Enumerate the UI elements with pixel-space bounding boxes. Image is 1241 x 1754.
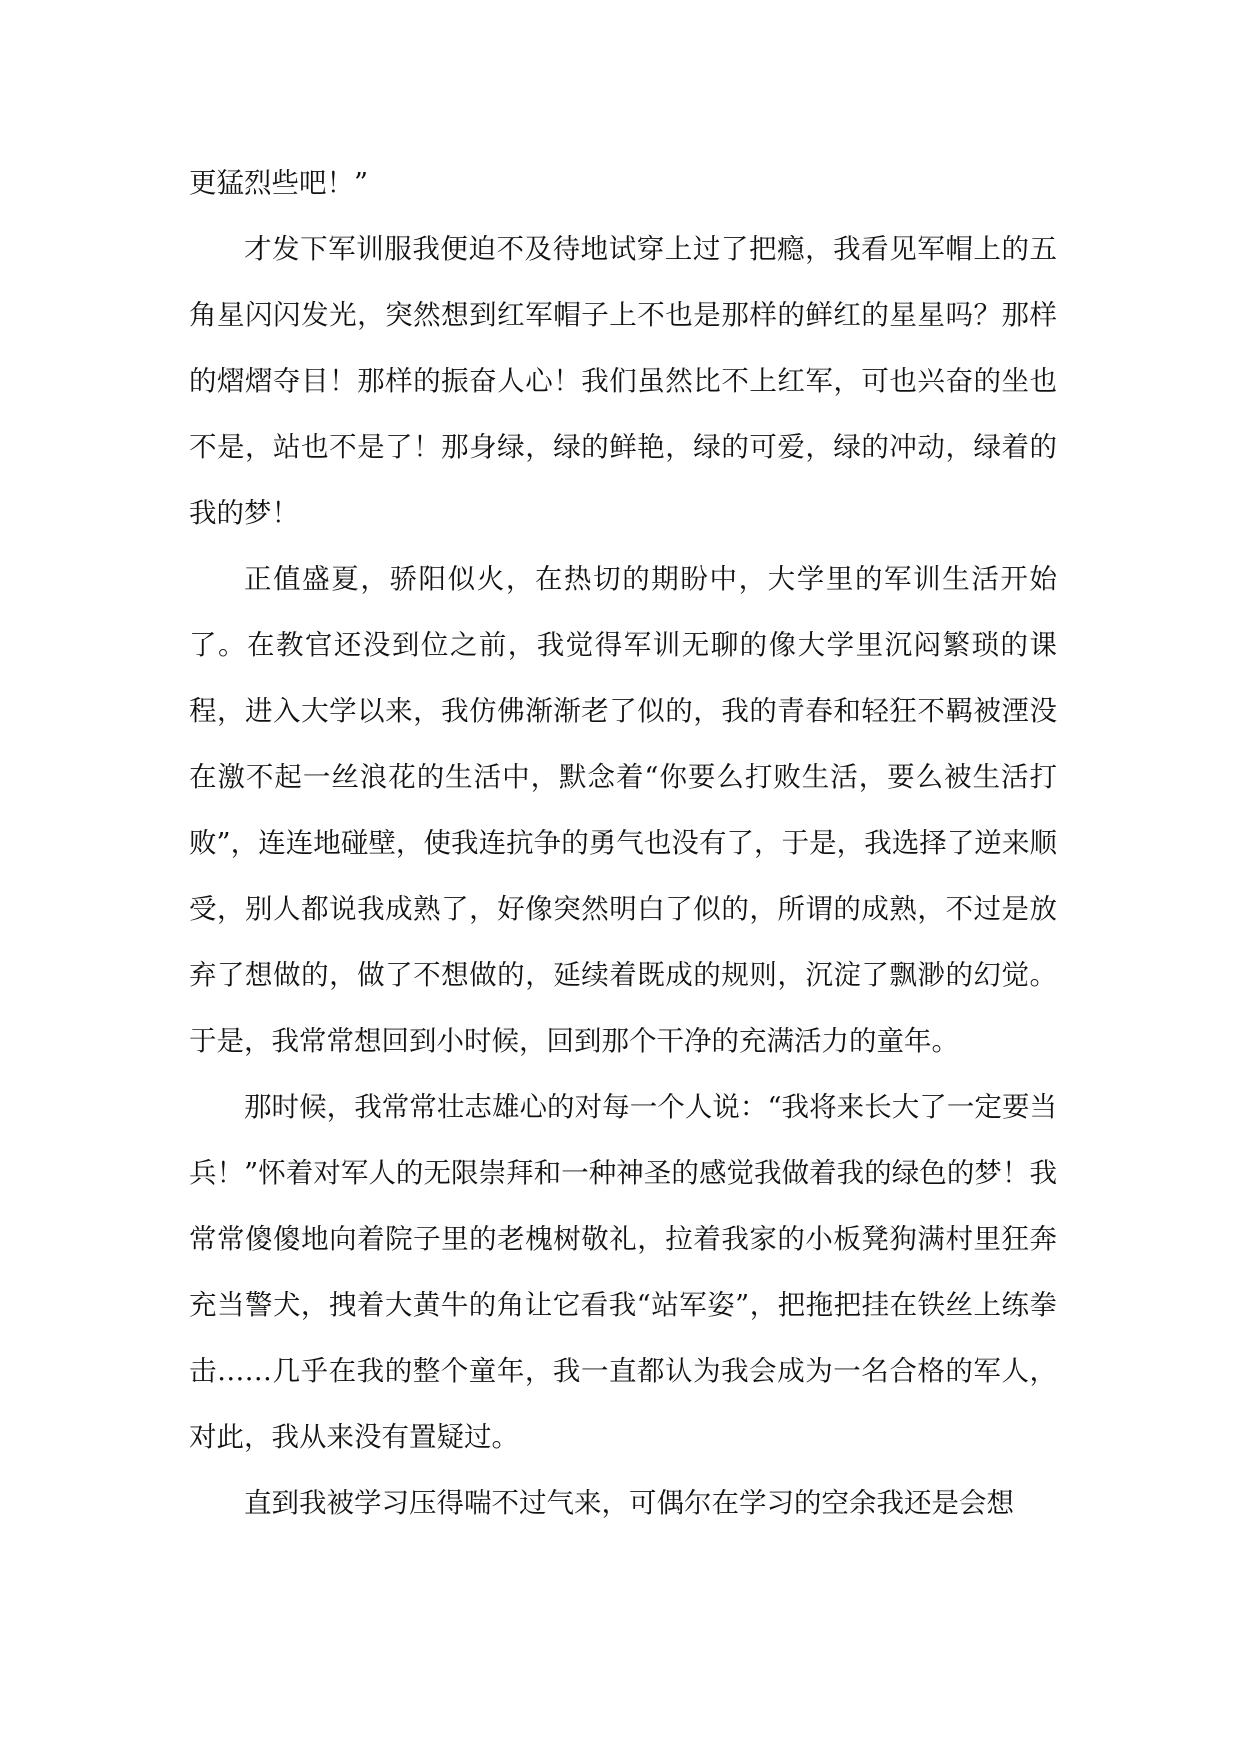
paragraph-summer-training: 正值盛夏，骄阳似火，在热切的期盼中，大学里的军训生活开始了。在教官还没到位之前，我觉得军训无聊的像大学里沉闷繁琐的课程，进入大学以来，我仿佛渐渐老了似的，我的青春和轻狂不羁被湮没在激不起一丝浪花的生活中，默念着“你要么打败生活，要么被生活打败”，连连地碰壁，使我连抗争的勇气也没有了，于是，我选择了逆来顺受，别人都说我成熟了，好像突然明白了似的，所谓的成熟，不过是放弃了想做的，做了不想做的，延续着既成的规则，沉淀了飘渺的幻觉。于是，我常常想回到小时候，回到那个干净的充满活力的童年。 <box>189 563 1057 1057</box>
paragraph-continuation: 更猛烈些吧！” <box>189 167 369 199</box>
paragraph-childhood: 那时候，我常常壮志雄心的对每一个人说：“我将来长大了一定要当兵！”怀着对军人的无限崇拜和一种神圣的感觉我做着我的绿色的梦！我常常傻傻地向着院子里的老槐树敬礼，拉着我家的小板凳狗满村里狂奔充当警犬，拽着大黄牛的角让它看我“站军姿”，把拖把挂在铁丝上练拳击……几乎在我的整个童年，我一直都认为我会成为一名合格的军人，对此，我从来没有置疑过。 <box>189 1091 1057 1453</box>
document-body <box>189 150 1057 1536</box>
paragraph-study-pressure: 直到我被学习压得喘不过气来，可偶尔在学习的空余我还是会想 <box>244 1487 1014 1519</box>
paragraph-uniform: 才发下军训服我便迫不及待地试穿上过了把瘾，我看见军帽上的五角星闪闪发光，突然想到红军帽子上不也是那样的鲜红的星星吗？那样的熠熠夺目！那样的振奋人心！我们虽然比不上红军，可也兴奋的坐也不是，站也不是了！那身绿，绿的鲜艳，绿的可爱，绿的冲动，绿着的我的梦！ <box>189 233 1057 529</box>
